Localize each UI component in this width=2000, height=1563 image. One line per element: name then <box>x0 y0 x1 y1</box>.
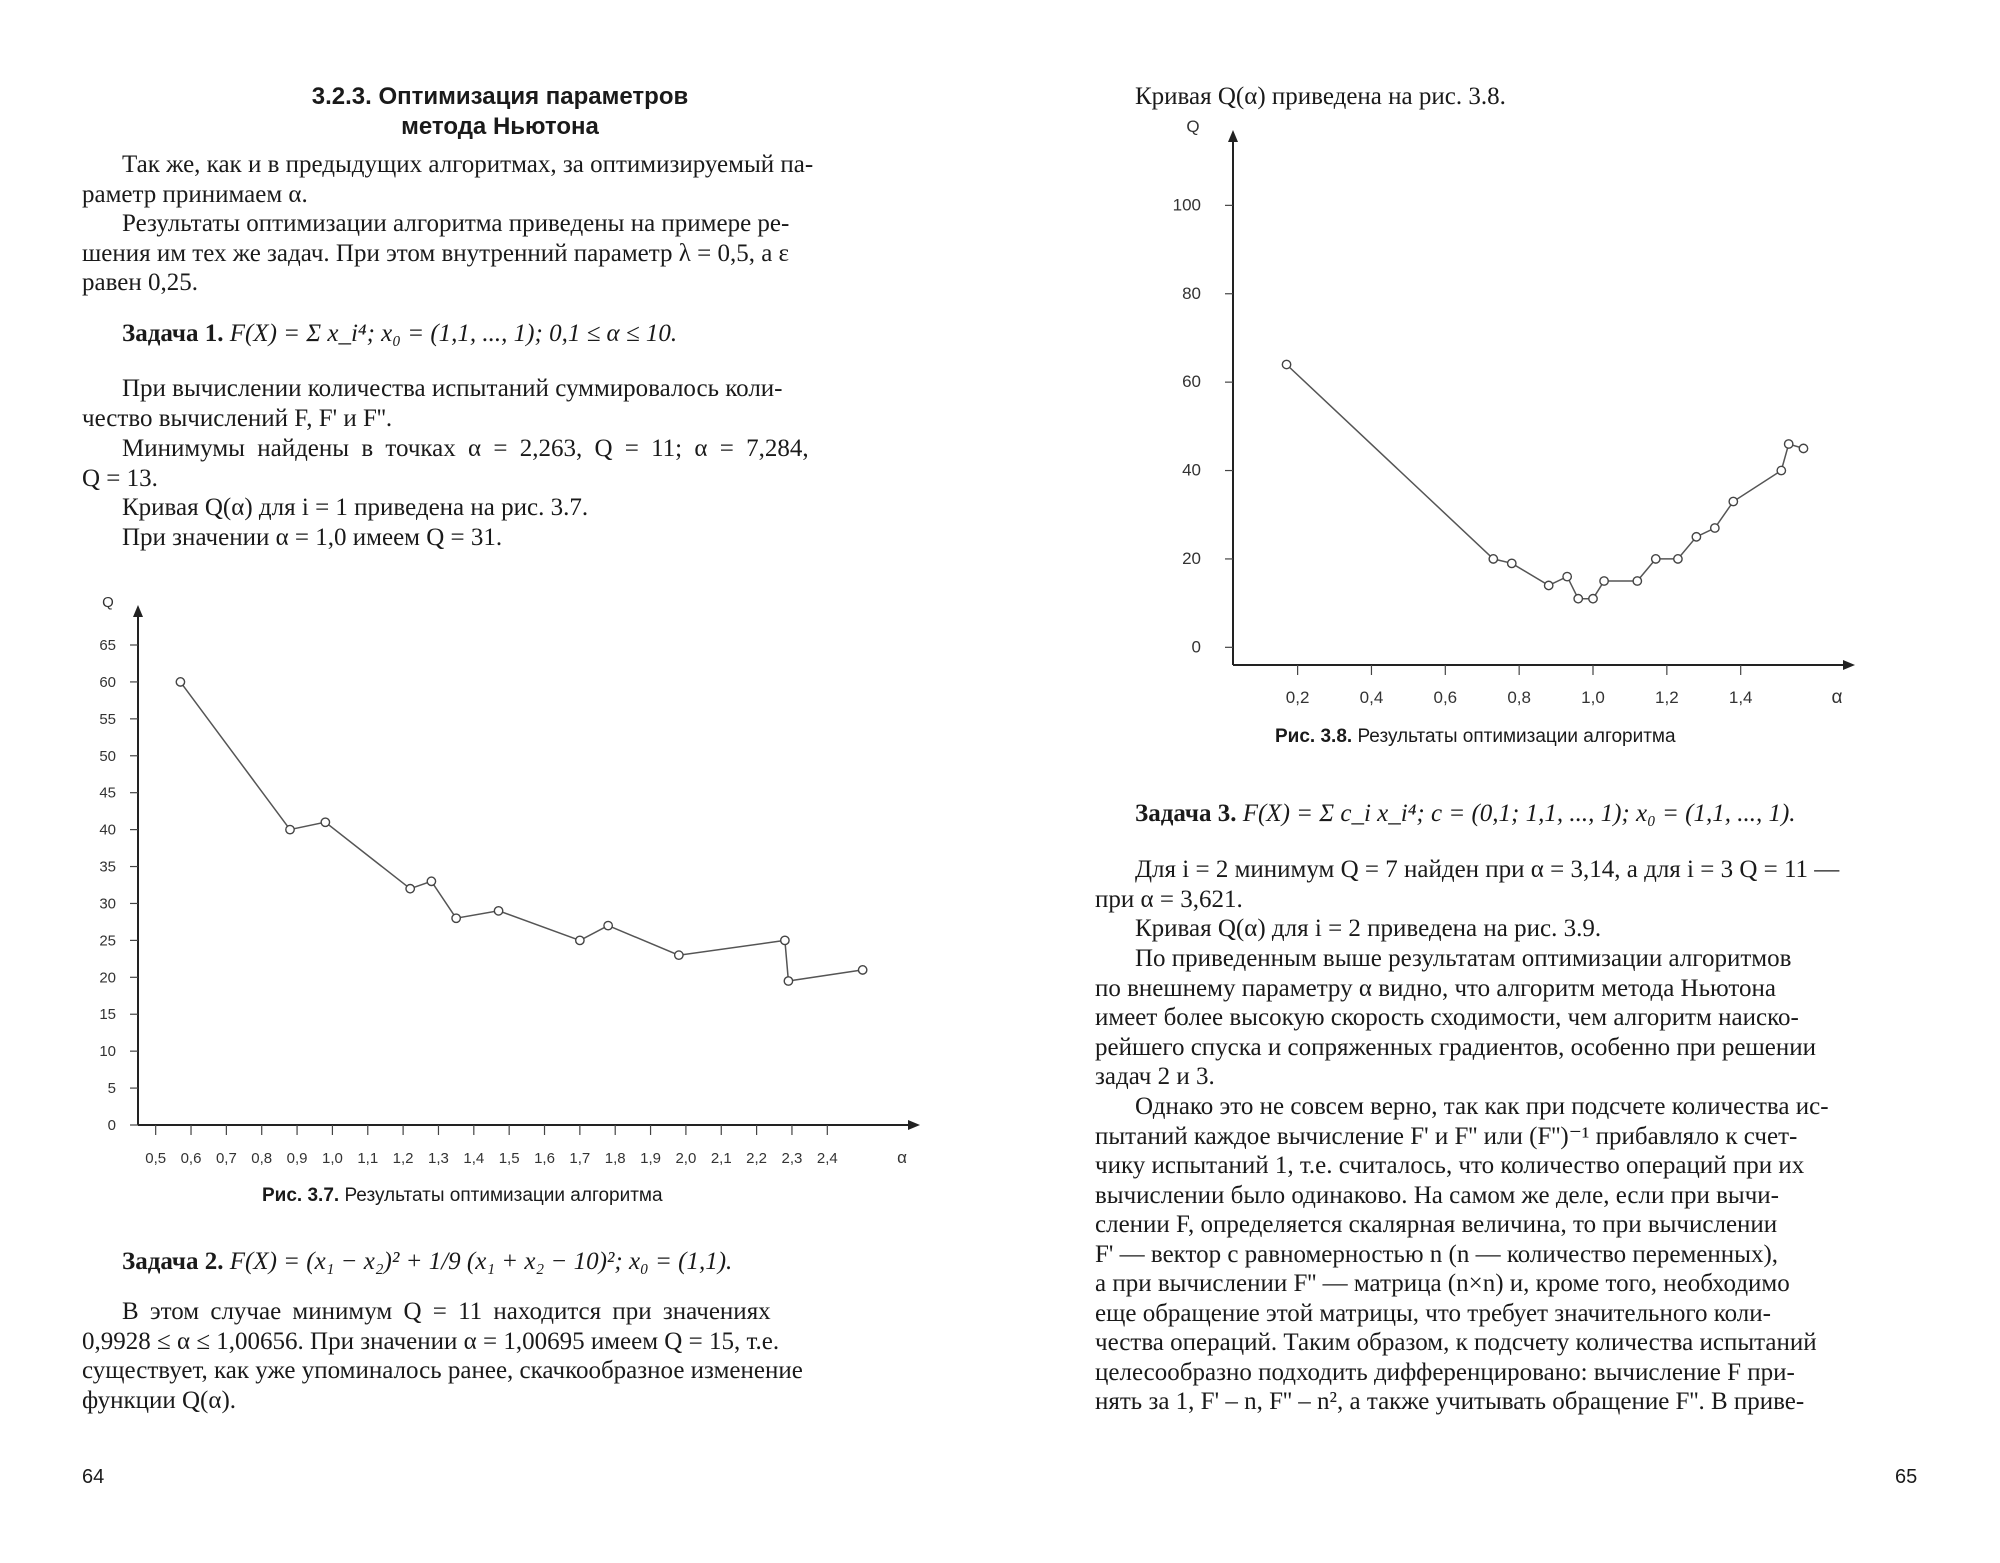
data-point <box>494 907 502 915</box>
right-paragraph-2: Для i = 2 минимум Q = 7 найден при α = 3,14, а для i = 3 Q = 11 — при α = 3,621. <box>1095 856 1840 913</box>
y-axis-arrow <box>1228 130 1238 142</box>
x-tick-label: 2,1 <box>710 1150 732 1167</box>
x-tick-label: 1,0 <box>1581 688 1605 707</box>
section-heading <box>250 82 750 142</box>
paragraph-1: Так же, как и в предыдущих алгоритмах, за оптимизируемый па- раметр принимаем α. <box>82 151 814 208</box>
x-tick-label: 1,2 <box>392 1150 414 1167</box>
paragraph-4: Минимумы найдены в точках α = 2,263, Q = 11; α = 7,284, Q = 13. <box>82 435 809 492</box>
task-2-formula: F(X) = (x₁ − x₂)² + 1/9 (x₁ + x₂ − 10)²; x₀ = (1,1). <box>229 1248 733 1275</box>
x-tick-label: 2,2 <box>746 1150 768 1167</box>
right-paragraph-5: Однако это не совсем верно, так как при подсчете количества ис- пытаний каждое вычисление F' и F'' или (F'')⁻¹ прибавляло к счет- чику испытаний 1, т.е. считалось, что количество операций при их вычислении было одинаково. На самом же деле, если при вычи- слении F, определяется скалярная величина, то при вычислении F' — вектор с равномерностью n (n — количество переменных), а при вычислении F'' — матрица (n×n) и, кроме того, необходимо еще обращение этой матрицы, что требует значительного коли- чества операций. Таким образом, к подсчету количества испытаний целесообразно подходить дифференцировано: вычисление F при- нять за 1, F' – n, F'' – n², а также учитывать обращение F''. В приве- <box>1095 1093 1829 1415</box>
y-axis-arrow <box>133 605 143 617</box>
y-tick-label: 50 <box>99 747 116 765</box>
x-tick-label: 1,7 <box>569 1150 591 1167</box>
x-tick-label: 1,8 <box>604 1150 626 1167</box>
paragraph-7: В этом случае минимум Q = 11 находится при значениях 0,9928 ≤ α ≤ 1,00656. При значении α = 1,00695 имеем Q = 15, т.е. существует, как уже упоминалось ранее, скачкообразное изменение функции Q(α). <box>82 1298 803 1414</box>
paragraph-3: При вычислении количества испытаний суммировалось коли- чество вычислений F, F' и F''. <box>82 375 783 432</box>
x-tick-label: 1,4 <box>1728 688 1753 707</box>
data-point <box>176 678 184 686</box>
data-point <box>576 936 584 944</box>
y-tick-label: 20 <box>99 969 116 987</box>
y-tick-label: 0 <box>107 1117 116 1134</box>
x-tick-label: 1,6 <box>534 1150 555 1167</box>
data-point <box>321 818 329 826</box>
x-tick-label: 1,4 <box>463 1150 485 1167</box>
fig-3-7-caption: Рис. 3.7. Результаты оптимизации алгоритма <box>262 1185 663 1206</box>
data-point <box>1799 444 1807 452</box>
chart-fig-3-7 <box>80 580 940 1180</box>
data-point <box>1777 466 1785 474</box>
data-point <box>1544 581 1552 589</box>
data-point <box>452 914 460 922</box>
task-3 <box>1135 800 1796 828</box>
data-point <box>604 921 612 929</box>
data-point <box>1784 440 1792 448</box>
x-tick-label: 0,8 <box>251 1150 273 1167</box>
task-1-label: Задача 1. <box>122 320 224 347</box>
page-number-left: 64 <box>82 1466 105 1488</box>
x-tick-label: 2,0 <box>675 1150 697 1167</box>
data-point <box>781 936 789 944</box>
data-point <box>1729 497 1737 505</box>
y-tick-label: 0 <box>1191 637 1201 657</box>
x-tick-label: 0,2 <box>1285 688 1310 707</box>
data-point <box>1633 577 1641 585</box>
right-page <box>1000 0 2000 1563</box>
x-axis-label: α <box>1831 687 1843 708</box>
y-axis-label: Q <box>102 594 114 611</box>
x-tick-label: 1,0 <box>321 1150 343 1167</box>
x-tick-label: 0,6 <box>1433 688 1458 707</box>
data-point <box>1563 572 1571 580</box>
x-tick-label: 0,6 <box>180 1150 202 1167</box>
data-point <box>427 877 435 885</box>
data-point <box>286 825 294 833</box>
data-point <box>784 977 792 985</box>
data-point <box>1674 555 1682 563</box>
y-tick-label: 60 <box>99 673 116 691</box>
series-line <box>1287 365 1804 599</box>
task-1 <box>122 320 677 348</box>
x-axis-label: α <box>897 1148 907 1167</box>
page-number-right: 65 <box>1895 1466 1918 1488</box>
y-tick-label: 5 <box>107 1080 116 1098</box>
task-2-label: Задача 2. <box>122 1248 224 1275</box>
task-2 <box>122 1248 732 1276</box>
data-point <box>1508 559 1516 567</box>
y-tick-label: 10 <box>99 1043 116 1061</box>
y-tick-label: 80 <box>1182 283 1201 303</box>
data-point <box>1652 555 1660 563</box>
x-tick-label: 0,5 <box>145 1150 167 1167</box>
x-axis-arrow <box>908 1120 920 1130</box>
heading-line-1: 3.2.3. Оптимизация параметров <box>311 83 689 110</box>
y-tick-label: 30 <box>99 895 116 913</box>
chart-fig-3-8 <box>1150 117 1870 715</box>
y-tick-label: 45 <box>99 784 116 802</box>
data-point <box>1489 555 1497 563</box>
y-tick-label: 55 <box>99 710 116 728</box>
y-tick-label: 25 <box>99 932 116 950</box>
x-tick-label: 1,1 <box>357 1150 379 1167</box>
y-tick-label: 40 <box>99 821 116 839</box>
x-tick-label: 0,8 <box>1507 688 1531 707</box>
data-point <box>1589 595 1597 603</box>
data-point <box>1692 533 1700 541</box>
data-point <box>406 884 414 892</box>
data-point <box>1574 595 1582 603</box>
task-3-formula: F(X) = Σ c_i x_i⁴; c = (0,1; 1,1, ..., 1); x₀ = (1,1, ..., 1). <box>1242 800 1796 827</box>
paragraph-2: Результаты оптимизации алгоритма приведены на примере ре- шения им тех же задач. При этом внутренний параметр λ = 0,5, а ε равен 0,25. <box>82 210 790 296</box>
x-axis-arrow <box>1843 660 1855 670</box>
data-point <box>858 966 866 974</box>
y-tick-label: 65 <box>99 637 116 654</box>
y-axis-label: Q <box>1186 117 1200 136</box>
x-tick-label: 0,4 <box>1359 688 1384 707</box>
x-tick-label: 0,9 <box>286 1150 308 1167</box>
x-tick-label: 0,7 <box>215 1150 237 1167</box>
data-point <box>1282 360 1290 368</box>
data-point <box>1600 577 1608 585</box>
right-paragraph-3: Кривая Q(α) для i = 2 приведена на рис. 3.9. <box>1135 915 1602 942</box>
y-tick-label: 35 <box>99 858 116 876</box>
x-tick-label: 1,9 <box>640 1150 661 1167</box>
y-tick-label: 40 <box>1182 460 1201 480</box>
right-paragraph-4: По приведенным выше результатам оптимизации алгоритмов по внешнему параметру α видно, что алгоритм метода Ньютона имеет более высокую скорость сходимости, чем алгоритм наиско- рейшего спуска и сопряженных градиентов, особенно при решении задач 2 и 3. <box>1095 945 1816 1090</box>
fig-3-8-caption: Рис. 3.8. Результаты оптимизации алгоритма <box>1275 726 1676 747</box>
y-tick-label: 15 <box>99 1006 116 1024</box>
x-tick-label: 1,3 <box>428 1150 449 1167</box>
task-3-label: Задача 3. <box>1135 800 1237 827</box>
x-tick-label: 1,2 <box>1655 688 1679 707</box>
paragraph-5: Кривая Q(α) для i = 1 приведена на рис. 3.7. При значении α = 1,0 имеем Q = 31. <box>122 494 589 551</box>
y-tick-label: 60 <box>1182 372 1201 392</box>
right-paragraph-1: Кривая Q(α) приведена на рис. 3.8. <box>1135 83 1506 110</box>
x-tick-label: 1,5 <box>498 1150 520 1167</box>
x-tick-label: 2,4 <box>816 1150 838 1167</box>
heading-line-2: метода Ньютона <box>401 113 599 140</box>
x-tick-label: 2,3 <box>781 1150 803 1167</box>
data-point <box>1711 524 1719 532</box>
y-tick-label: 100 <box>1172 195 1201 215</box>
data-point <box>675 951 683 959</box>
task-1-formula: F(X) = Σ x_i⁴; x₀ = (1,1, ..., 1); 0,1 ≤ α ≤ 10. <box>229 320 678 347</box>
y-tick-label: 20 <box>1182 548 1201 568</box>
series-line <box>180 682 862 981</box>
